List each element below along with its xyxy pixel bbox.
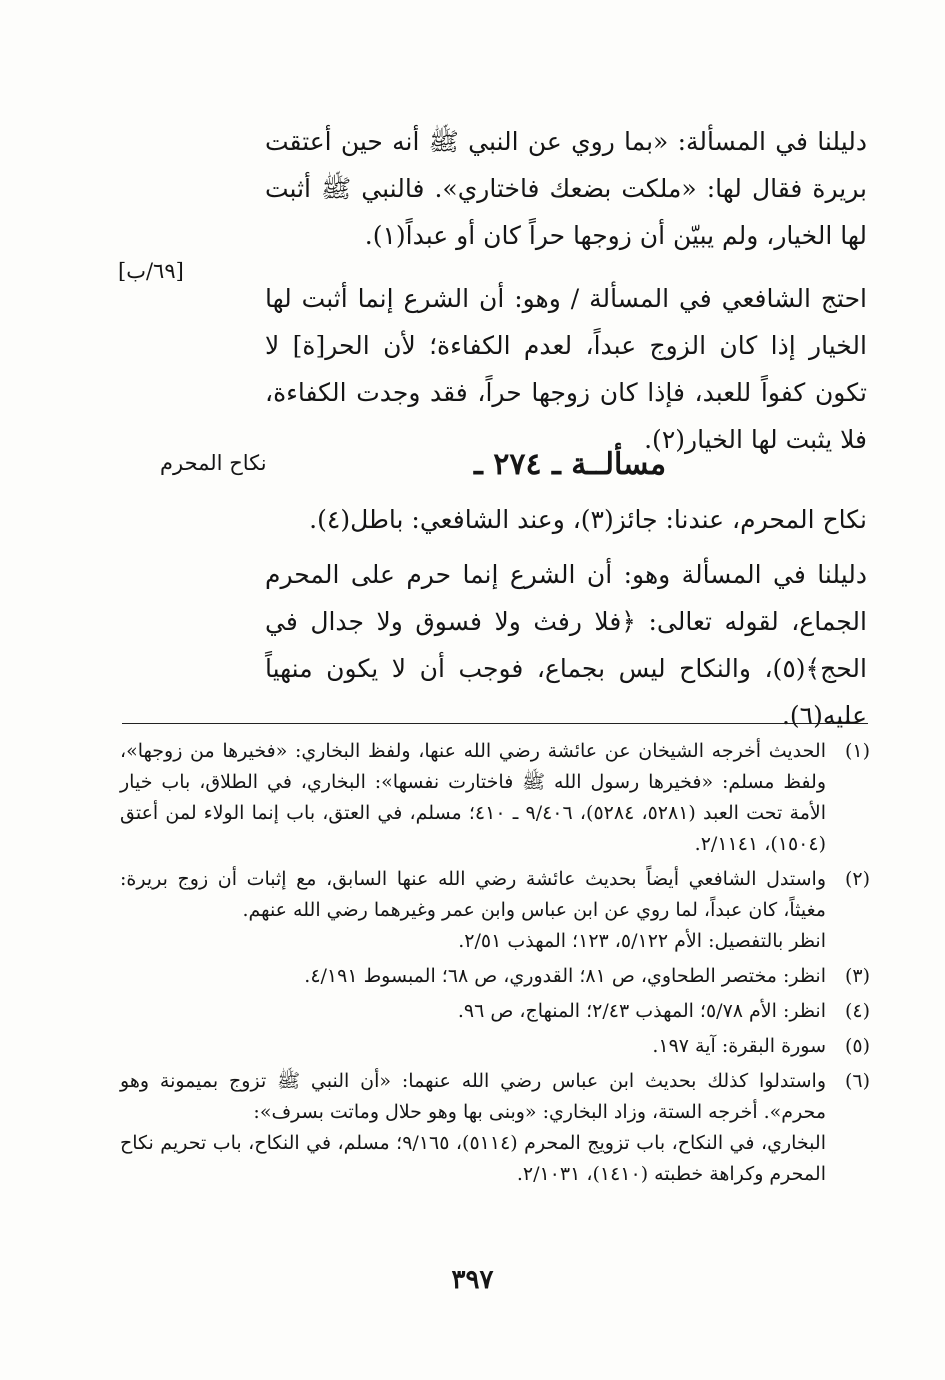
footnote-number: (٢) <box>844 868 870 890</box>
footnote-line: البخاري، في النكاح، باب تزويج المحرم (٥١١٤)، ٩/١٦٥؛ مسلم، في النكاح، باب تحريم نكاح المحرم وكراهة خطبته (١٤١٠)، ٢/١٠٣١. <box>120 1132 826 1185</box>
section-heading-row <box>0 440 945 490</box>
margin-topic-note: نكاح المحرم <box>160 451 267 475</box>
footnote-line: انظر بالتفصيل: الأم ٥/١٢٢، ١٢٣؛ المهذب ٢/٥١. <box>458 930 826 952</box>
footnote-text <box>120 1066 826 1190</box>
section-heading: مسألــة ـ ٢٧٤ ـ <box>473 447 667 482</box>
footnote-text <box>120 864 826 957</box>
footnote-divider <box>122 723 868 724</box>
footnote-3 <box>120 961 870 992</box>
paragraph-1: دليلنا في المسألة: «بما روي عن النبي ﷺ أنه حين أعتقت بريرة فقال لها: «ملكت بضعك فاختاري». فالنبي ﷺ أثبت لها الخيار، ولم يبيّن أن زوجها حراً كان أو عبداً(١). <box>265 127 867 250</box>
footnote-4 <box>120 996 870 1027</box>
footnote-text <box>120 996 826 1027</box>
footnote-line: واستدل الشافعي أيضاً بحديث عائشة رضي الله عنها السابق، مع إثبات أن زوج بريرة: مغيثاً، كان عبداً، لما روي عن ابن عباس وابن عمر وغيرهما رضي الله عنهم. <box>120 868 826 921</box>
footnote-1 <box>120 736 870 860</box>
footnote-number: (٤) <box>844 1000 870 1022</box>
footnote-text <box>120 961 826 992</box>
footnote-line: الحديث أخرجه الشيخان عن عائشة رضي الله عنها، ولفظ البخاري: «فخيرها من زوجها»، ولفظ مسلم: «فخيرها رسول الله ﷺ فاختارت نفسها»: البخاري، في الطلاق، باب خيار الأمة تحت العبد (٥٢٨١، ٥٢٨٤)، ٩/٤٠٦ ـ ٤١٠؛ مسلم، في العتق، باب إنما الولاء لمن أعتق (١٥٠٤)، ٢/١١٤١. <box>120 740 826 855</box>
footnote-line: واستدلوا كذلك بحديث ابن عباس رضي الله عنهما: «أن النبي ﷺ تزوج بميمونة وهو محرم». أخرجه الستة، وزاد البخاري: «وبنى بها وهو حلال وماتت بسرف»: <box>120 1070 826 1123</box>
page-number: ٣٩٧ <box>451 1265 494 1295</box>
footnote-2 <box>120 864 870 957</box>
footnote-6 <box>120 1066 870 1190</box>
footnote-line: انظر: الأم ٥/٧٨؛ المهذب ٢/٤٣؛ المنهاج، ص ٩٦. <box>457 1000 826 1022</box>
main-text <box>265 118 867 463</box>
main-text-section-274 <box>265 496 867 739</box>
folio-reference: [٦٩/ب] <box>118 259 184 283</box>
paragraph-2: احتج الشافعي في المسألة / وهو: أن الشرع إنما أثبت لها الخيار إذا كان الزوج عبداً، لعدم الكفاءة؛ لأن الحر[ة] لا تكون كفواً للعبد، فإذا كان زوجها حراً، فقد وجدت الكفاءة، فلا يثبت لها الخيار(٢). <box>265 284 867 454</box>
footnote-number: (٣) <box>844 965 870 987</box>
footnote-number: (٦) <box>844 1070 870 1092</box>
paragraph-3: نكاح المحرم، عندنا: جائز(٣)، وعند الشافعي: باطل(٤). <box>309 505 867 534</box>
footnote-number: (٥) <box>844 1035 870 1057</box>
footnote-line: سورة البقرة: آية ١٩٧. <box>652 1035 826 1057</box>
footnote-5 <box>120 1031 870 1062</box>
paragraph-4: دليلنا في المسألة وهو: أن الشرع إنما حرم على المحرم الجماع، لقوله تعالى: ﴿فلا رفث ولا فسوق ولا جدال في الحج﴾(٥)، والنكاح ليس بجماع، فوجب أن لا يكون منهياً عليه(٦). <box>265 560 867 730</box>
footnote-text <box>120 1031 826 1062</box>
footnote-line: انظر: مختصر الطحاوي، ص ٨١؛ القدوري، ص ٦٨؛ المبسوط ٤/١٩١. <box>304 965 826 987</box>
footnote-text <box>120 736 826 860</box>
footnotes <box>120 736 870 1194</box>
footnote-number: (١) <box>844 740 870 762</box>
